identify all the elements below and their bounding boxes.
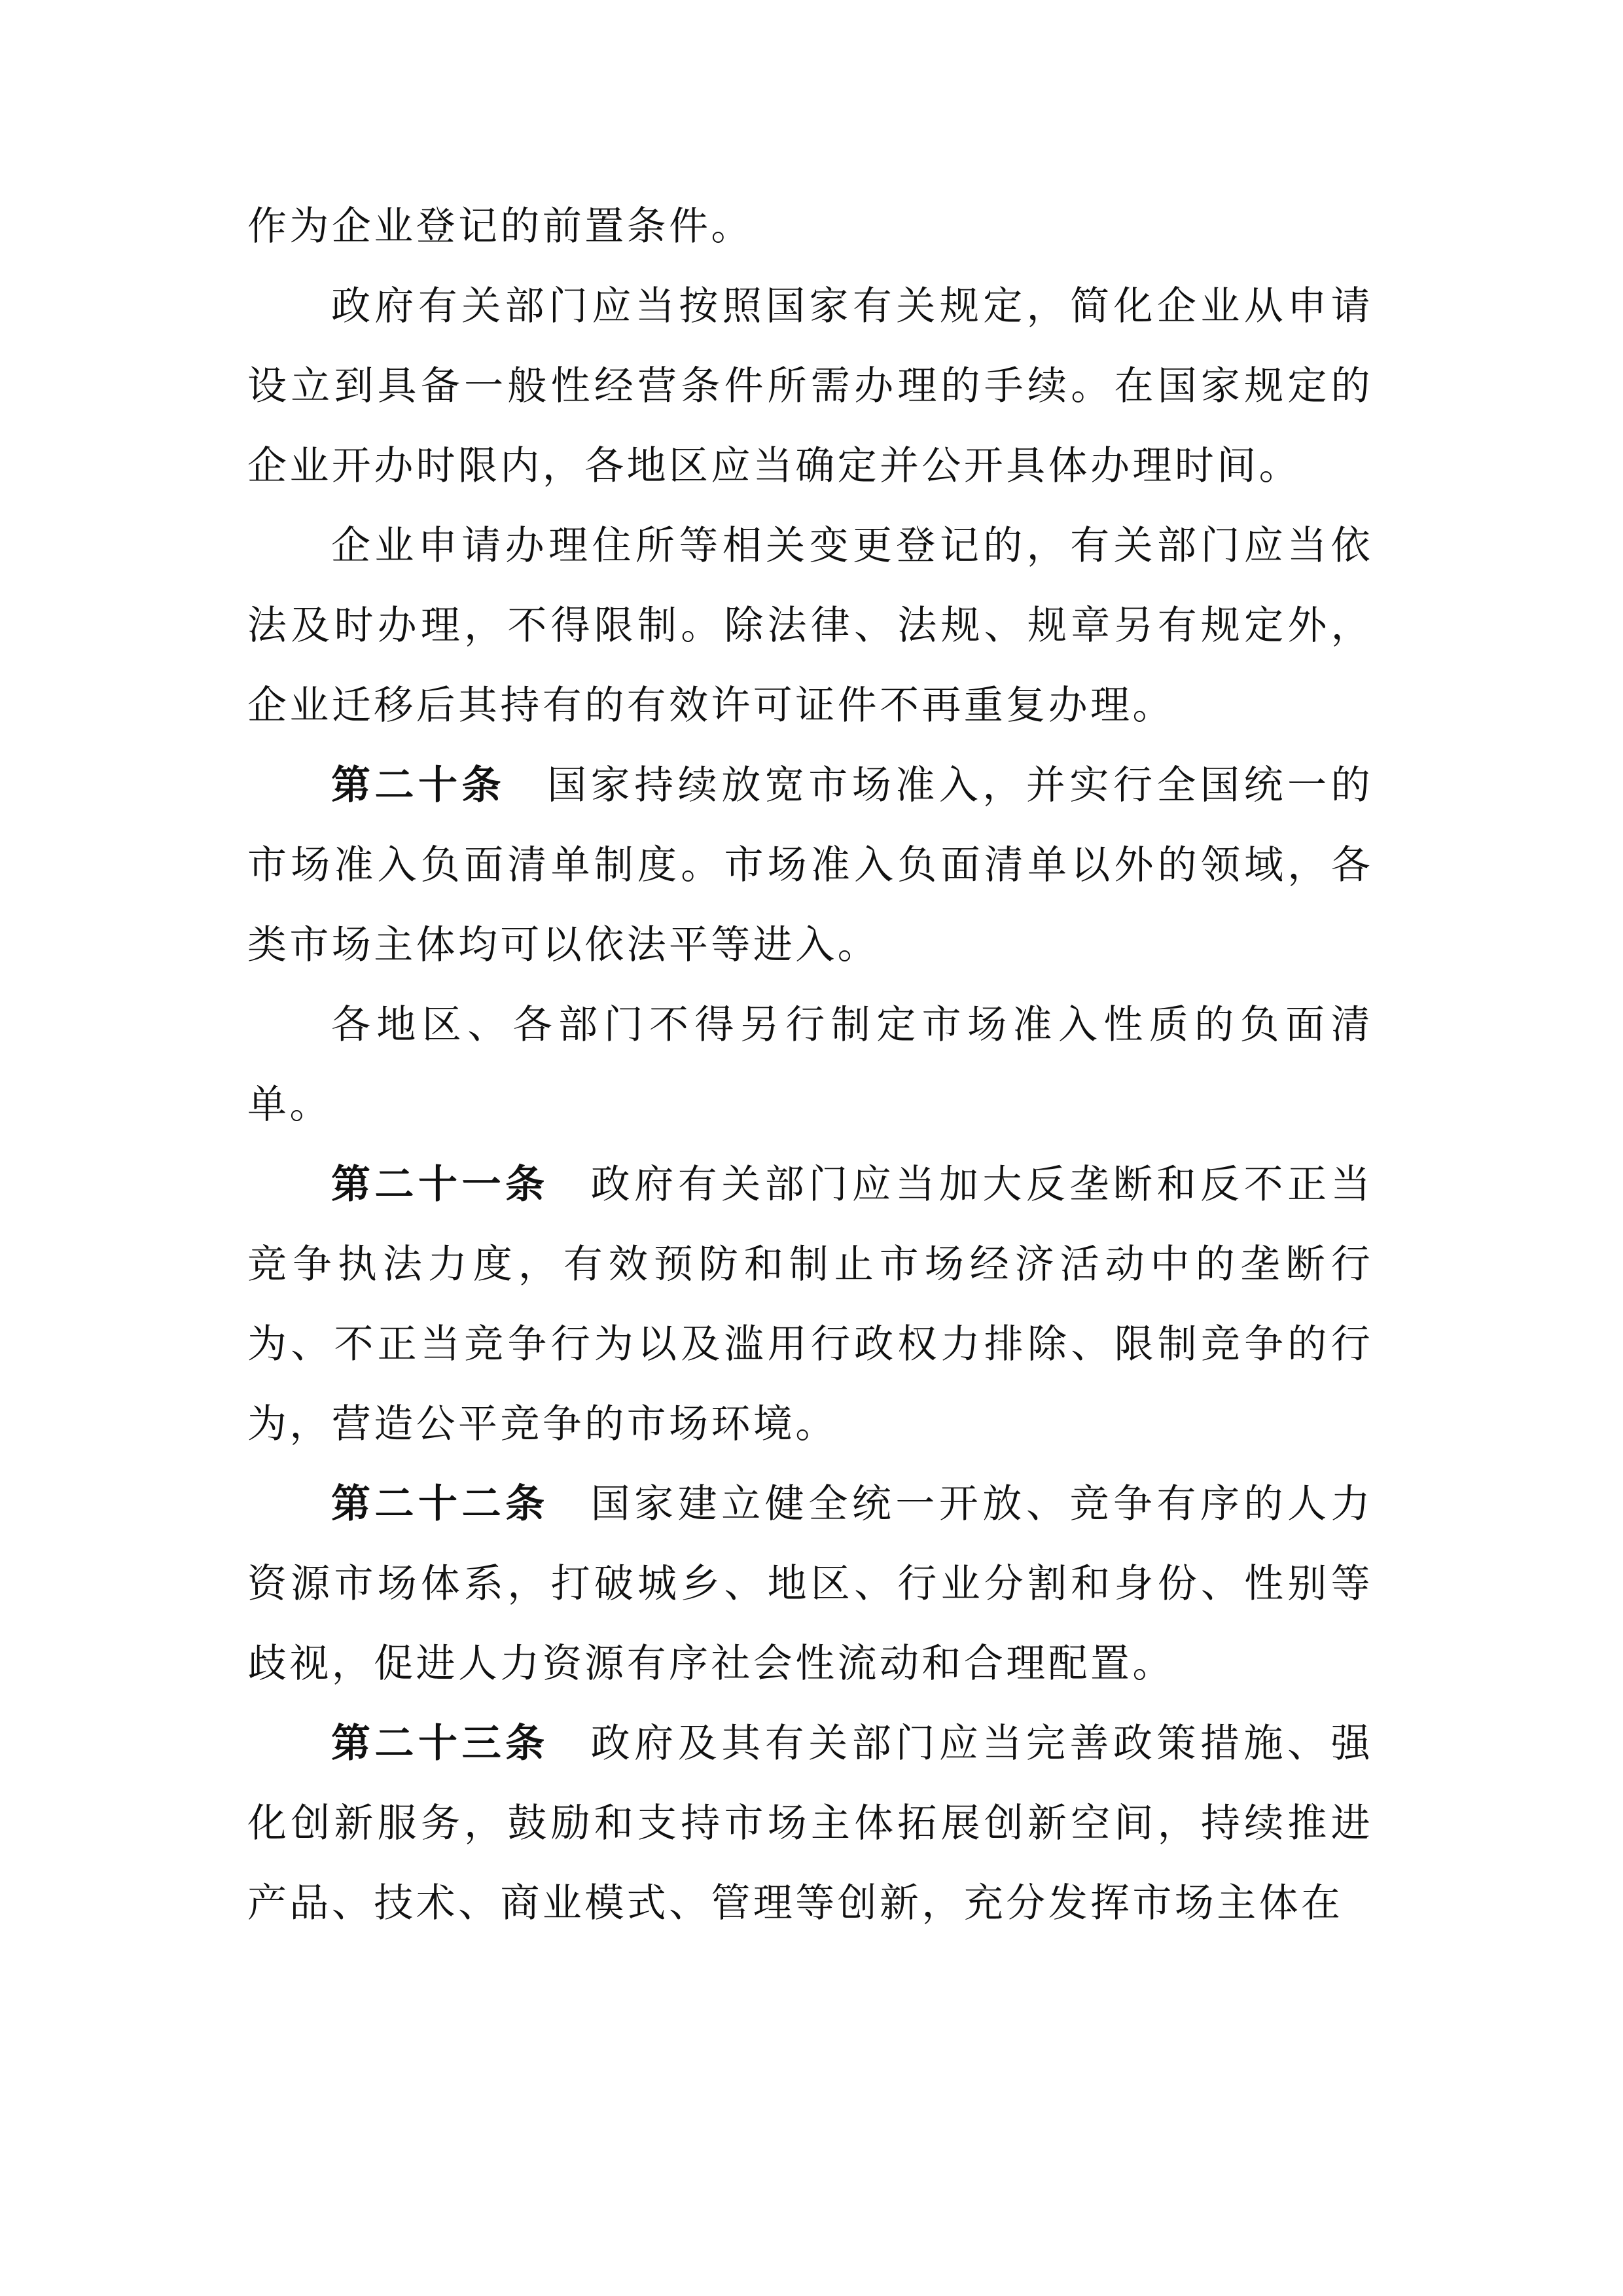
paragraph-text: 政府有关部门应当加大反垄断和反不正当竞争执法力度，有效预防和制止市场经济活动中的垄断行为、不正当竞争行为以及滥用行政权力排除、限制竞争的行为，营造公平竞争的市场环境。 bbox=[247, 1162, 1374, 1447]
article-number: 第二十三条 bbox=[331, 1721, 549, 1767]
document-body bbox=[247, 187, 1373, 1943]
article-21 bbox=[247, 1145, 1373, 1464]
paragraph-text: 企业申请办理住所等相关变更登记的，有关部门应当依法及时办理，不得限制。除法律、法规、规章另有规定外，企业迁移后其持有的有效许可证件不再重复办理。 bbox=[247, 523, 1373, 728]
article-23 bbox=[247, 1704, 1373, 1943]
article-number: 第二十条 bbox=[331, 762, 506, 808]
paragraph-continuation bbox=[247, 187, 1373, 266]
article-22 bbox=[247, 1464, 1373, 1704]
paragraph-change-registration bbox=[247, 506, 1373, 745]
article-number: 第二十一条 bbox=[331, 1162, 549, 1208]
article-number: 第二十二条 bbox=[331, 1481, 549, 1527]
paragraph-text: 国家持续放宽市场准入，并实行全国统一的市场准入负面清单制度。市场准入负面清单以外的领域，各类市场主体均可以依法平等进入。 bbox=[247, 762, 1373, 968]
paragraph-text: 政府及其有关部门应当完善政策措施、强化创新服务，鼓励和支持市场主体拓展创新空间，持续推进产品、技术、商业模式、管理等创新，充分发挥市场主体在 bbox=[247, 1721, 1374, 1926]
paragraph-simplify-procedures bbox=[247, 266, 1373, 506]
paragraph-negative-list bbox=[247, 985, 1373, 1145]
paragraph-text: 国家建立健全统一开放、竞争有序的人力资源市场体系，打破城乡、地区、行业分割和身份、性别等歧视，促进人力资源有序社会性流动和合理配置。 bbox=[247, 1481, 1374, 1687]
article-20 bbox=[247, 745, 1373, 985]
paragraph-text: 政府有关部门应当按照国家有关规定，简化企业从申请设立到具备一般性经营条件所需办理的手续。在国家规定的企业开办时限内，各地区应当确定并公开具体办理时间。 bbox=[247, 283, 1373, 489]
paragraph-text: 各地区、各部门不得另行制定市场准入性质的负面清单。 bbox=[247, 1002, 1373, 1128]
paragraph-text: 作为企业登记的前置条件。 bbox=[247, 204, 753, 249]
